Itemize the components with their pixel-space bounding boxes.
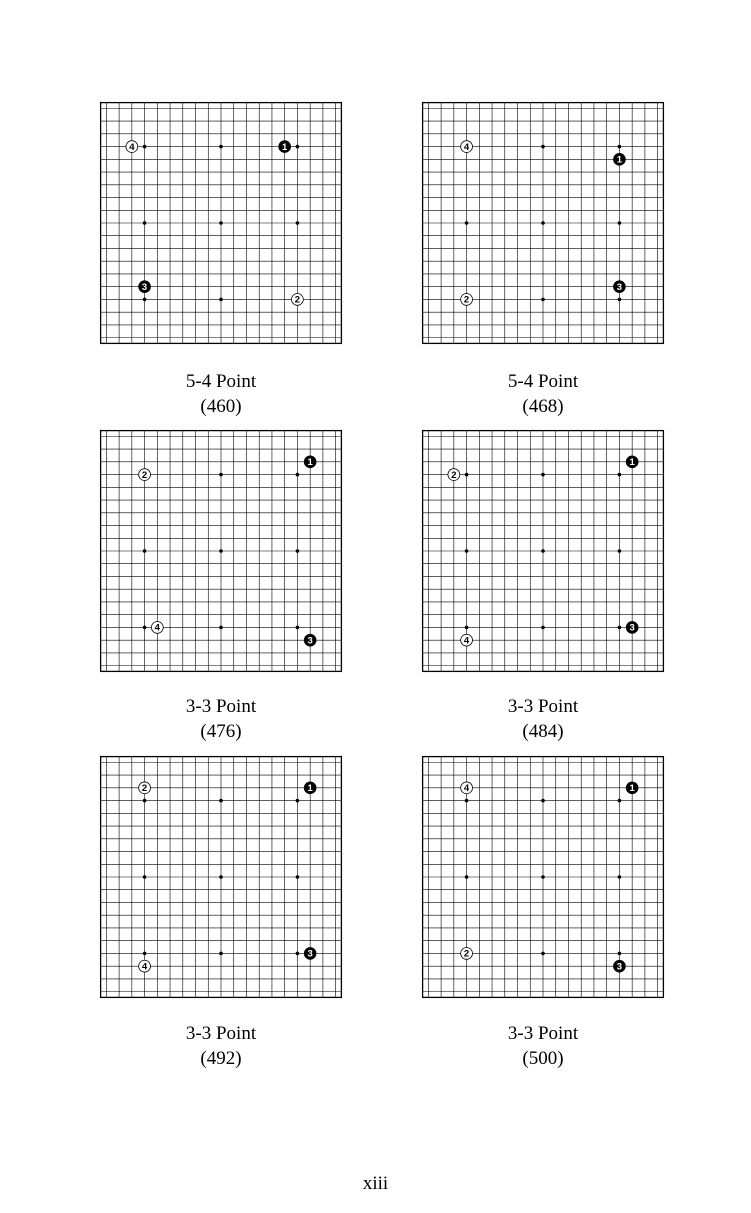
diagram-title: 5-4 Point [185, 371, 257, 392]
diagram-page-ref: (492) [200, 1048, 242, 1069]
star-point [618, 875, 622, 879]
star-point [541, 221, 545, 225]
white-stone-2 [292, 294, 304, 306]
go-board-6 [422, 756, 664, 998]
diagram-page-ref: (500) [522, 1048, 564, 1069]
go-board-svg [422, 102, 664, 344]
star-point [618, 473, 622, 477]
caption-4 [422, 694, 664, 744]
white-stone-4 [151, 622, 163, 634]
stone-number: 4 [463, 783, 470, 795]
go-board-svg [100, 430, 342, 672]
star-point [618, 549, 622, 553]
go-board-5 [100, 756, 342, 998]
black-stone-1 [626, 782, 638, 794]
diagram-page-ref: (460) [200, 396, 242, 417]
star-point [618, 221, 622, 225]
star-point [219, 952, 223, 956]
star-point [541, 473, 545, 477]
star-point [541, 799, 545, 803]
black-stone-3 [304, 948, 316, 960]
star-point [541, 626, 545, 630]
black-stone-3 [139, 281, 151, 293]
star-point [219, 221, 223, 225]
diagram-page-ref: (468) [522, 396, 564, 417]
stone-number: 3 [307, 948, 313, 960]
diagram-title: 3-3 Point [185, 1023, 257, 1044]
star-point [465, 799, 469, 803]
caption-3 [100, 694, 342, 744]
star-point [541, 145, 545, 149]
white-stone-4 [461, 782, 473, 794]
white-stone-4 [139, 960, 151, 972]
diagram-title: 3-3 Point [507, 696, 579, 717]
black-stone-1 [279, 141, 291, 153]
star-point [296, 549, 300, 553]
caption-2 [422, 369, 664, 419]
star-point [219, 145, 223, 149]
star-point [219, 298, 223, 302]
star-point [465, 626, 469, 630]
stone-number: 1 [616, 154, 623, 166]
go-board-svg [100, 756, 342, 998]
star-point [296, 145, 300, 149]
stone-number: 4 [154, 622, 160, 634]
star-point [618, 145, 622, 149]
star-point [143, 221, 147, 225]
black-stone-1 [614, 153, 626, 165]
caption-1 [100, 369, 342, 419]
star-point [618, 298, 622, 302]
diagram-page-ref: (476) [200, 721, 242, 742]
black-stone-3 [626, 622, 638, 634]
star-point [219, 626, 223, 630]
stone-number: 1 [629, 783, 635, 795]
star-point [465, 473, 469, 477]
black-stone-3 [614, 281, 626, 293]
star-point [219, 875, 223, 879]
go-board-svg [100, 102, 342, 344]
go-board-svg [422, 756, 664, 998]
star-point [143, 145, 147, 149]
stone-number: 1 [307, 457, 313, 469]
stone-number: 4 [129, 141, 135, 153]
diagram-title: 3-3 Point [507, 1023, 579, 1044]
stone-number: 4 [141, 961, 148, 973]
go-board-svg [422, 430, 664, 672]
white-stone-2 [139, 469, 151, 481]
stone-number: 2 [141, 783, 148, 795]
star-point [541, 875, 545, 879]
star-point [541, 298, 545, 302]
go-board-1 [100, 102, 342, 344]
star-point [143, 549, 147, 553]
star-point [465, 875, 469, 879]
star-point [465, 549, 469, 553]
white-stone-4 [126, 141, 138, 153]
star-point [219, 799, 223, 803]
star-point [618, 626, 622, 630]
page-number: xiii [362, 1173, 389, 1194]
stone-number: 4 [463, 635, 470, 647]
stone-number: 3 [616, 281, 623, 293]
star-point [296, 799, 300, 803]
stone-number: 2 [294, 294, 301, 306]
black-stone-1 [304, 456, 316, 468]
star-point [296, 952, 300, 956]
star-point [143, 799, 147, 803]
go-board-3 [100, 430, 342, 672]
star-point [296, 473, 300, 477]
black-stone-3 [614, 960, 626, 972]
star-point [143, 298, 147, 302]
star-point [296, 626, 300, 630]
stone-number: 3 [629, 622, 635, 634]
star-point [618, 799, 622, 803]
black-stone-1 [304, 782, 316, 794]
star-point [296, 221, 300, 225]
stone-number: 1 [307, 783, 313, 795]
caption-5 [100, 1021, 342, 1071]
stone-number: 2 [463, 948, 470, 960]
stone-number: 3 [141, 281, 148, 293]
star-point [219, 473, 223, 477]
white-stone-4 [461, 634, 473, 646]
star-point [541, 952, 545, 956]
star-point [465, 221, 469, 225]
stone-number: 2 [451, 469, 457, 481]
stone-number: 3 [616, 961, 623, 973]
star-point [143, 626, 147, 630]
stone-number: 3 [307, 635, 313, 647]
white-stone-2 [461, 948, 473, 960]
black-stone-1 [626, 456, 638, 468]
diagram-title: 5-4 Point [507, 371, 579, 392]
go-board-4 [422, 430, 664, 672]
star-point [143, 875, 147, 879]
star-point [143, 952, 147, 956]
stone-number: 2 [463, 294, 470, 306]
star-point [296, 875, 300, 879]
diagram-page-ref: (484) [522, 721, 564, 742]
white-stone-2 [461, 294, 473, 306]
caption-6 [422, 1021, 664, 1071]
star-point [541, 549, 545, 553]
go-board-2 [422, 102, 664, 344]
white-stone-2 [448, 469, 460, 481]
black-stone-3 [304, 634, 316, 646]
star-point [219, 549, 223, 553]
star-point [618, 952, 622, 956]
stone-number: 2 [141, 469, 148, 481]
white-stone-2 [139, 782, 151, 794]
diagram-title: 3-3 Point [185, 696, 257, 717]
stone-number: 4 [463, 141, 470, 153]
stone-number: 1 [282, 141, 288, 153]
white-stone-4 [461, 141, 473, 153]
stone-number: 1 [629, 457, 635, 469]
